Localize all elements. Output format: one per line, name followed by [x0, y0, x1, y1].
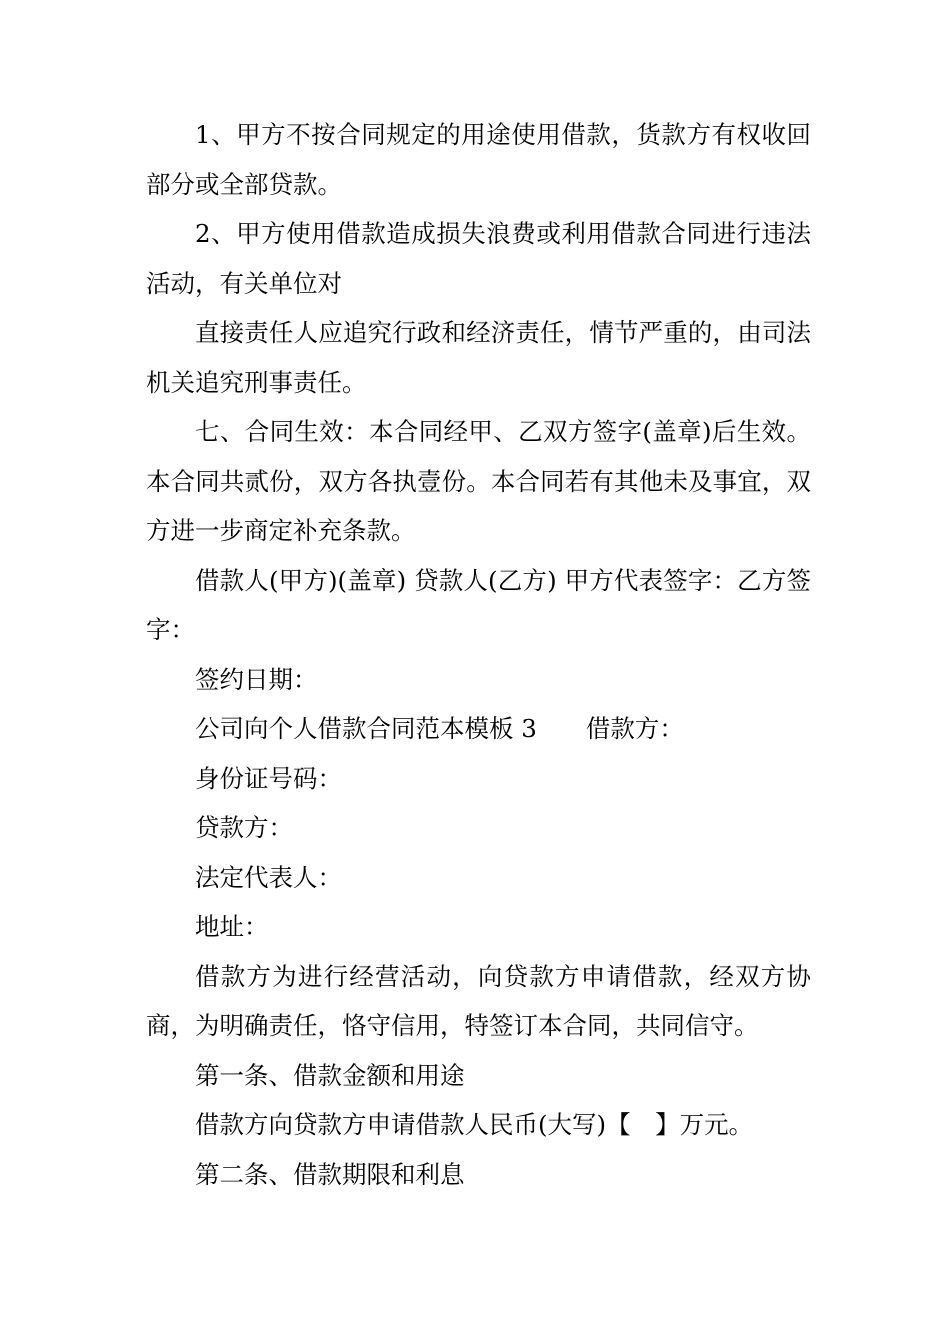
article-1-heading: 第一条、借款金额和用途: [195, 1060, 465, 1090]
clause-2-paragraph: 2、甲方使用借款造成损失浪费或利用借款合同进行违法活动，有关单位对: [146, 219, 811, 298]
article-1-body: 借款方向贷款方申请借款人民币(大写)【 】万元。: [195, 1110, 754, 1139]
template-title-line: 公司向个人借款合同范本模板 3 借款方：: [195, 714, 684, 743]
document-body: [146, 110, 811, 1199]
contract-effect-paragraph: 七、合同生效：本合同经甲、乙双方签字(盖章)后生效。本合同共贰份，双方各执壹份。本合同若有其他未及事宜，双方进一步商定补充条款。: [146, 417, 811, 545]
preamble-paragraph: 借款方为进行经营活动，向贷款方申请借款，经双方协商，为明确责任，恪守信用，特签订本合同，共同信守。: [146, 961, 811, 1040]
article-2-heading: 第二条、借款期限和利息: [195, 1159, 465, 1189]
legal-representative-line: 法定代表人：: [195, 862, 342, 892]
id-number-line: 身份证号码：: [195, 763, 342, 793]
lender-line: 贷款方：: [195, 813, 293, 842]
clause-1-paragraph: 1、甲方不按合同规定的用途使用借款，货款方有权收回部分或全部贷款。: [146, 120, 811, 199]
clause-2-continued-paragraph: 直接责任人应追究行政和经济责任，情节严重的，由司法机关追究刑事责任。: [146, 318, 811, 397]
address-line: 地址：: [195, 912, 269, 941]
signing-date-line: 签约日期：: [195, 664, 318, 694]
signature-line: 借款人(甲方)(盖章) 贷款人(乙方) 甲方代表签字：乙方签字：: [146, 565, 811, 644]
